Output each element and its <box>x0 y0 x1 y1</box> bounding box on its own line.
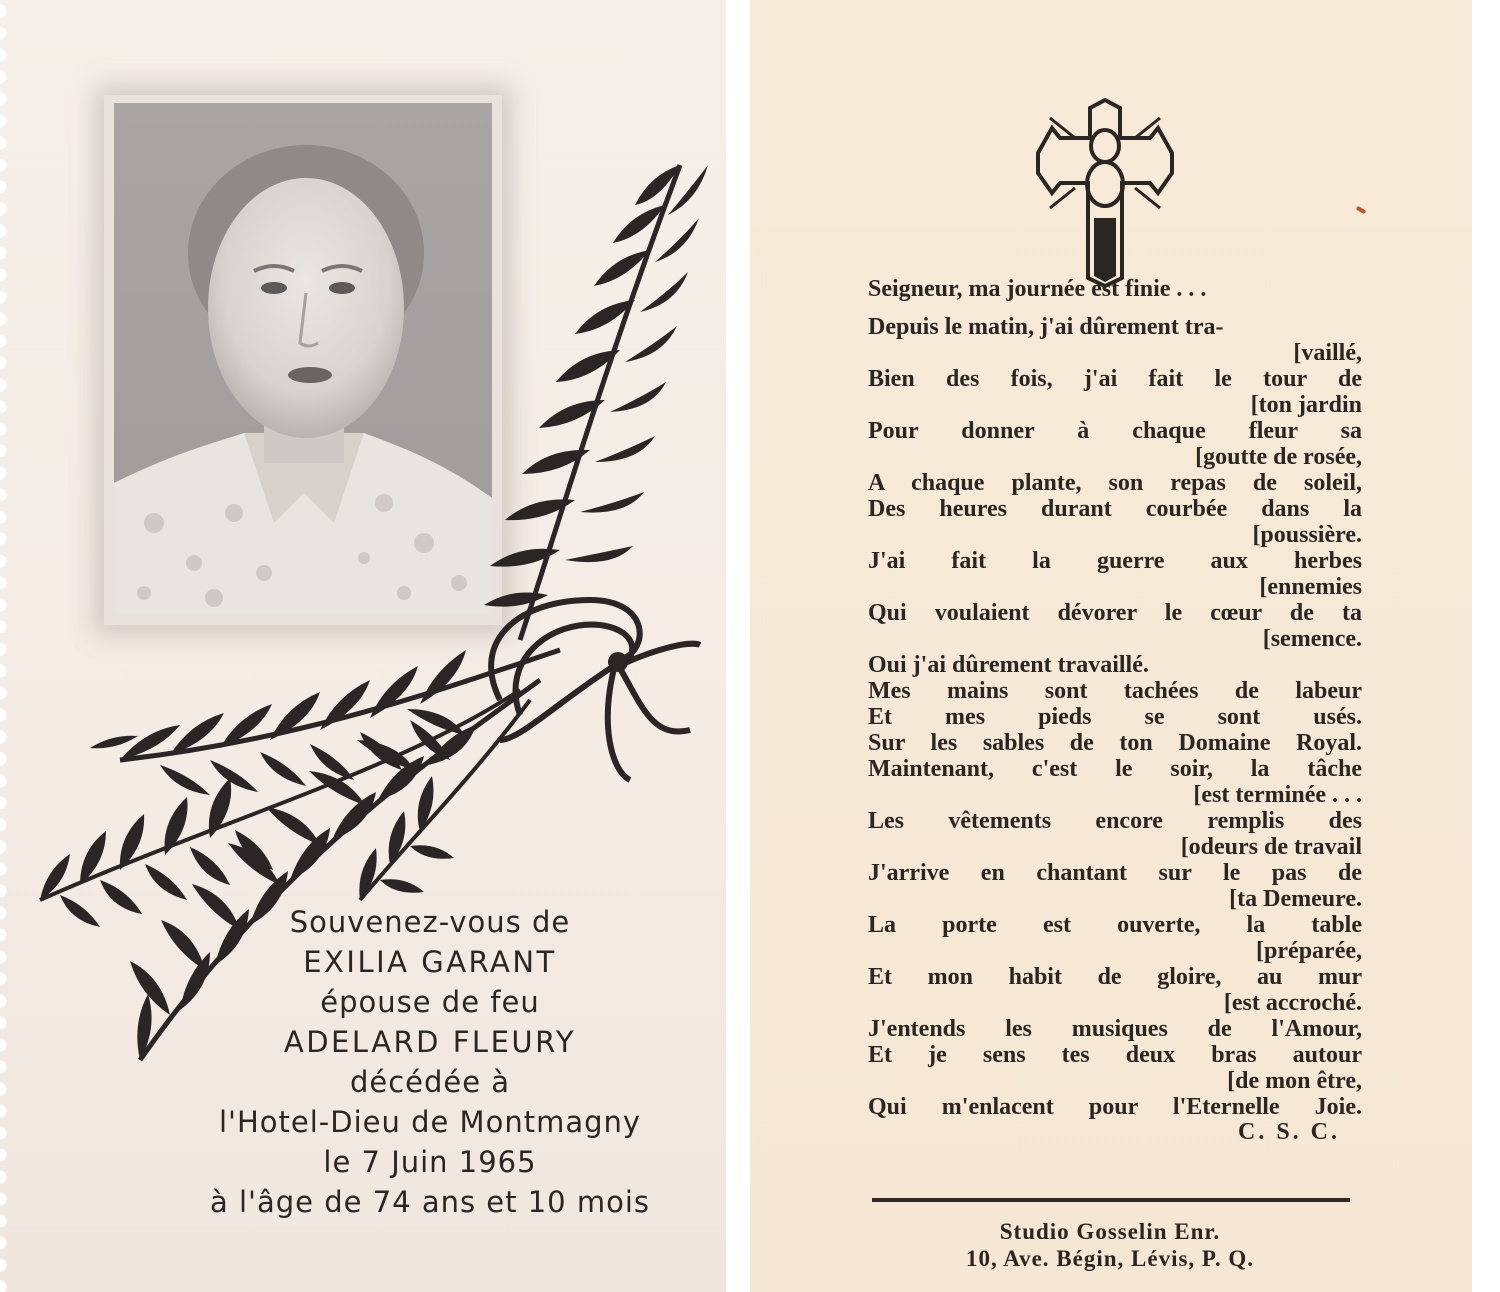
poem-line: Qui m'enlacent pour l'Eternelle Joie. <box>868 1094 1362 1120</box>
poem-line: Oui j'ai dûrement travaillé. <box>868 652 1149 678</box>
poem-line: Et mon habit de gloire, au mur <box>868 964 1362 990</box>
poem-line: Maintenant, c'est le soir, la tâche <box>868 756 1362 782</box>
poem-line: [poussière. <box>1252 522 1362 548</box>
cross-icon <box>1030 98 1180 288</box>
poem-line: J'ai fait la guerre aux herbes <box>868 548 1362 574</box>
poem-line: Pour donner à chaque fleur sa <box>868 418 1362 444</box>
poem-line: Et mes pieds se sont usés. <box>868 704 1362 730</box>
spouse-line: épouse de feu <box>320 985 540 1019</box>
poem-line: J'entends les musiques de l'Amour, <box>868 1016 1362 1042</box>
studio-name: Studio Gosselin Enr. <box>999 1219 1221 1244</box>
date-of-death: le 7 Juin 1965 <box>323 1145 537 1179</box>
poem-line: [préparée, <box>1256 938 1362 964</box>
age-at-death: à l'âge de 74 ans et 10 mois <box>209 1185 651 1219</box>
poem-line: [ennemies <box>1259 574 1362 600</box>
poem-line: J'arrive en chantant sur le pas de <box>868 860 1362 886</box>
memorial-text <box>150 902 710 1222</box>
poem-line: Mes mains sont tachées de labeur <box>868 678 1362 704</box>
poem-line: [goutte de rosée, <box>1195 444 1362 470</box>
ink-fleck <box>1356 206 1367 214</box>
spouse-name: ADELARD FLEURY <box>283 1025 577 1059</box>
poem-line: Sur les sables de ton Domaine Royal. <box>868 730 1362 756</box>
poem-signature: C. S. C. <box>1237 1119 1340 1145</box>
poem-line: Des heures durant courbée dans la <box>868 496 1362 522</box>
poem-line: Qui voulaient dévorer le cœur de ta <box>868 600 1362 626</box>
poem-line: [ta Demeure. <box>1229 886 1362 912</box>
poem-line: [odeurs de travail <box>1180 834 1362 860</box>
deceased-name: EXILIA GARANT <box>303 945 557 979</box>
poem-line: Depuis le matin, j'ai dûrement tra- <box>868 314 1224 340</box>
studio-imprint <box>880 1218 1340 1272</box>
poem-line: [est terminée . . . <box>1193 782 1362 808</box>
memorial-card-back <box>750 0 1472 1292</box>
poem-line: A chaque plante, son repas de soleil, <box>868 470 1362 496</box>
poem-line: Les vêtements encore remplis des <box>868 808 1362 834</box>
poem-line: [est accroché. <box>1223 990 1362 1016</box>
poem-line: [ton jardin <box>1250 392 1362 418</box>
poem-line: Bien des fois, j'ai fait le tour de <box>868 366 1362 392</box>
poem-line: Et je sens tes deux bras autour <box>868 1042 1362 1068</box>
poem-line: [semence. <box>1262 626 1362 652</box>
memorial-card-front <box>0 0 726 1292</box>
poem-line: La porte est ouverte, la table <box>868 912 1362 938</box>
poem <box>868 276 1362 1120</box>
deceased-at-line: décédée à <box>349 1065 511 1099</box>
remember-line: Souvenez-vous de <box>289 905 571 939</box>
divider-rule <box>872 1198 1350 1202</box>
poem-line: [de mon être, <box>1227 1068 1362 1094</box>
studio-address: 10, Ave. Bégin, Lévis, P. Q. <box>965 1246 1255 1271</box>
poem-line: Seigneur, ma journée est finie . . . <box>868 276 1207 302</box>
place-of-death: l'Hotel-Dieu de Montmagny <box>218 1105 642 1139</box>
poem-line: [vaillé, <box>1293 340 1362 366</box>
